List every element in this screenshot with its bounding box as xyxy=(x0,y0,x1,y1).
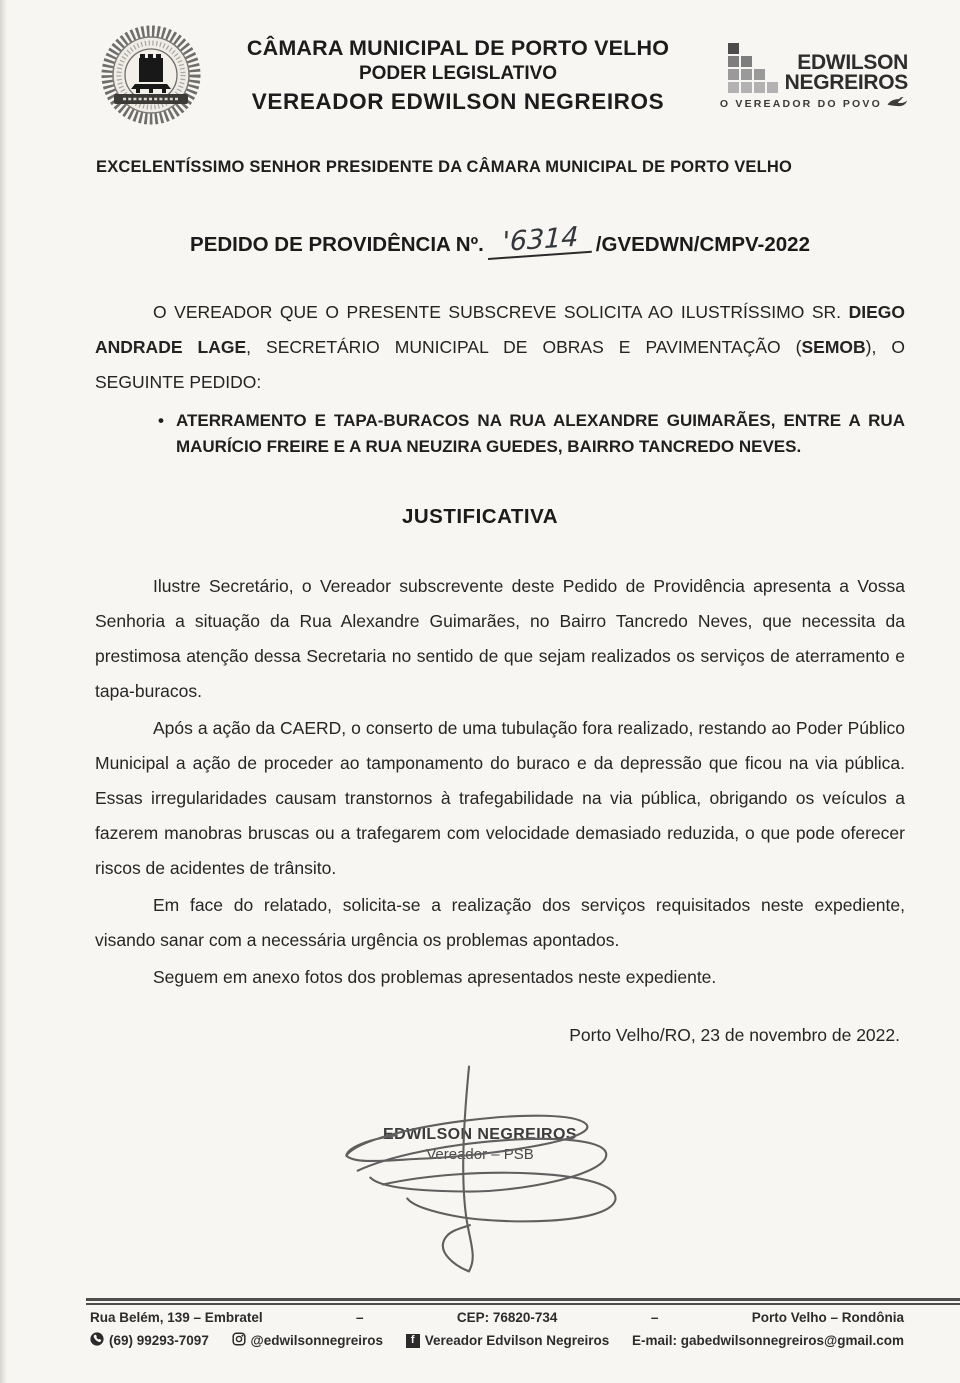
date-line: Porto Velho/RO, 23 de novembro de 2022. xyxy=(569,1025,900,1046)
secretary-name: DIEGO ANDRADE LAGE xyxy=(95,302,905,358)
footer xyxy=(0,1298,960,1349)
footer-email: E-mail: gabedwilsonnegreiros@gmail.com xyxy=(632,1333,904,1348)
footer-separator: – xyxy=(355,1310,364,1325)
letterhead-titles xyxy=(206,35,710,119)
request-bullet-text: ATERRAMENTO E TAPA-BURACOS NA RUA ALEXANDRE GUIMARÃES, ENTRE A RUA MAURÍCIO FREIRE E A RUA NEUZIRA GUEDES, BAIRRO TANCREDO NEVES. xyxy=(175,411,905,456)
justification-paragraph: Após a ação da CAERD, o conserto de uma tubulação fora realizado, restando ao Poder Público Municipal a ação de proceder ao tamponamento do buraco e da depressão que ficou na via pública. Essas irregularidades causam transtornos à trafegabilidade na via pública, obrigando os veículos a fazerem manobras bruscas ou a trafegarem com velocidade demasiado reduzida, o que pode oferecer riscos de acidentes de trânsito. xyxy=(95,718,905,879)
handwritten-document-number: '6314 xyxy=(488,223,593,261)
logo-last-name: NEGREIROS xyxy=(784,70,908,94)
signature-name: EDWILSON NEGREIROS xyxy=(383,1126,577,1144)
request-intro-text-2: , SECRETÁRIO MUNICIPAL DE OBRAS E PAVIMENTAÇÃO ( xyxy=(246,337,802,358)
justification-body xyxy=(95,569,905,995)
justification-paragraph: Em face do relatado, solicita-se a realização dos serviços requisitados neste expediente, visando sanar com a necessária urgência os problemas apontados. xyxy=(95,895,905,951)
bullet-marker: • xyxy=(158,411,164,431)
logo-tagline: O VEREADOR DO POVO xyxy=(719,97,882,110)
facebook-icon: f xyxy=(406,1334,420,1348)
signature-block xyxy=(0,1064,960,1274)
request-bullet-item xyxy=(158,408,905,459)
footer-address-row xyxy=(90,1310,904,1325)
secretariat-acronym: SEMOB xyxy=(801,337,866,358)
phone-icon xyxy=(90,1332,104,1349)
dove-icon xyxy=(886,96,908,112)
justification-heading: JUSTIFICATIVA xyxy=(401,505,559,529)
councilman-name-title: VEREADOR EDWILSON NEGREIROS xyxy=(251,89,665,115)
addressee-line: EXCELENTÍSSIMO SENHOR PRESIDENTE DA CÂMARA MUNICIPAL DE PORTO VELHO xyxy=(96,158,793,176)
footer-address: Rua Belém, 139 – Embratel xyxy=(90,1310,263,1325)
bar-chart-logo-icon xyxy=(728,43,778,93)
footer-facebook: Vereador Edvilson Negreiros xyxy=(424,1333,610,1348)
footer-phone: (69) 99293-7097 xyxy=(109,1333,209,1348)
footer-divider xyxy=(86,1298,960,1305)
footer-instagram: @edwilsonnegreiros xyxy=(250,1333,383,1348)
signature-role: Vereador – PSB xyxy=(426,1146,534,1164)
request-intro-text-1: O VEREADOR QUE O PRESENTE SUBSCREVE SOLICITA AO ILUSTRÍSSIMO SR. xyxy=(153,302,849,323)
footer-separator: – xyxy=(650,1310,659,1325)
instagram-icon xyxy=(232,1332,246,1349)
footer-cep: CEP: 76820-734 xyxy=(456,1310,558,1325)
document-title-label: PEDIDO DE PROVIDÊNCIA Nº. xyxy=(190,233,484,257)
logo-wordmark xyxy=(784,50,908,94)
logo-first-name: EDWILSON xyxy=(797,50,908,74)
org-branch: PODER LEGISLATIVO xyxy=(358,62,558,84)
document-title-suffix: /GVEDWN/CMPV-2022 xyxy=(595,233,810,257)
municipal-seal-icon xyxy=(96,22,206,132)
footer-city: Porto Velho – Rondônia xyxy=(751,1310,904,1325)
org-name: CÂMARA MUNICIPAL DE PORTO VELHO xyxy=(246,35,670,60)
justification-paragraph: Seguem em anexo fotos dos problemas apresentados neste expediente. xyxy=(153,967,717,988)
request-intro-text-3: ), O SEGUINTE PEDIDO: xyxy=(95,337,905,393)
councilman-logo xyxy=(710,43,908,112)
letterhead xyxy=(0,0,960,132)
document-title xyxy=(95,221,905,259)
justification-paragraph: Ilustre Secretário, o Vereador subscrevente deste Pedido de Providência apresenta a Vossa Senhoria a situação da Rua Alexandre Guimarães, no Bairro Tancredo Neves, que necessita da prestimosa atenção dessa Secretaria no sentido de que sejam realizados os serviços de aterramento e tapa-buracos. xyxy=(95,576,905,702)
handwritten-signature xyxy=(310,1064,650,1274)
request-intro-paragraph xyxy=(95,295,905,400)
footer-contact-row xyxy=(90,1332,904,1349)
